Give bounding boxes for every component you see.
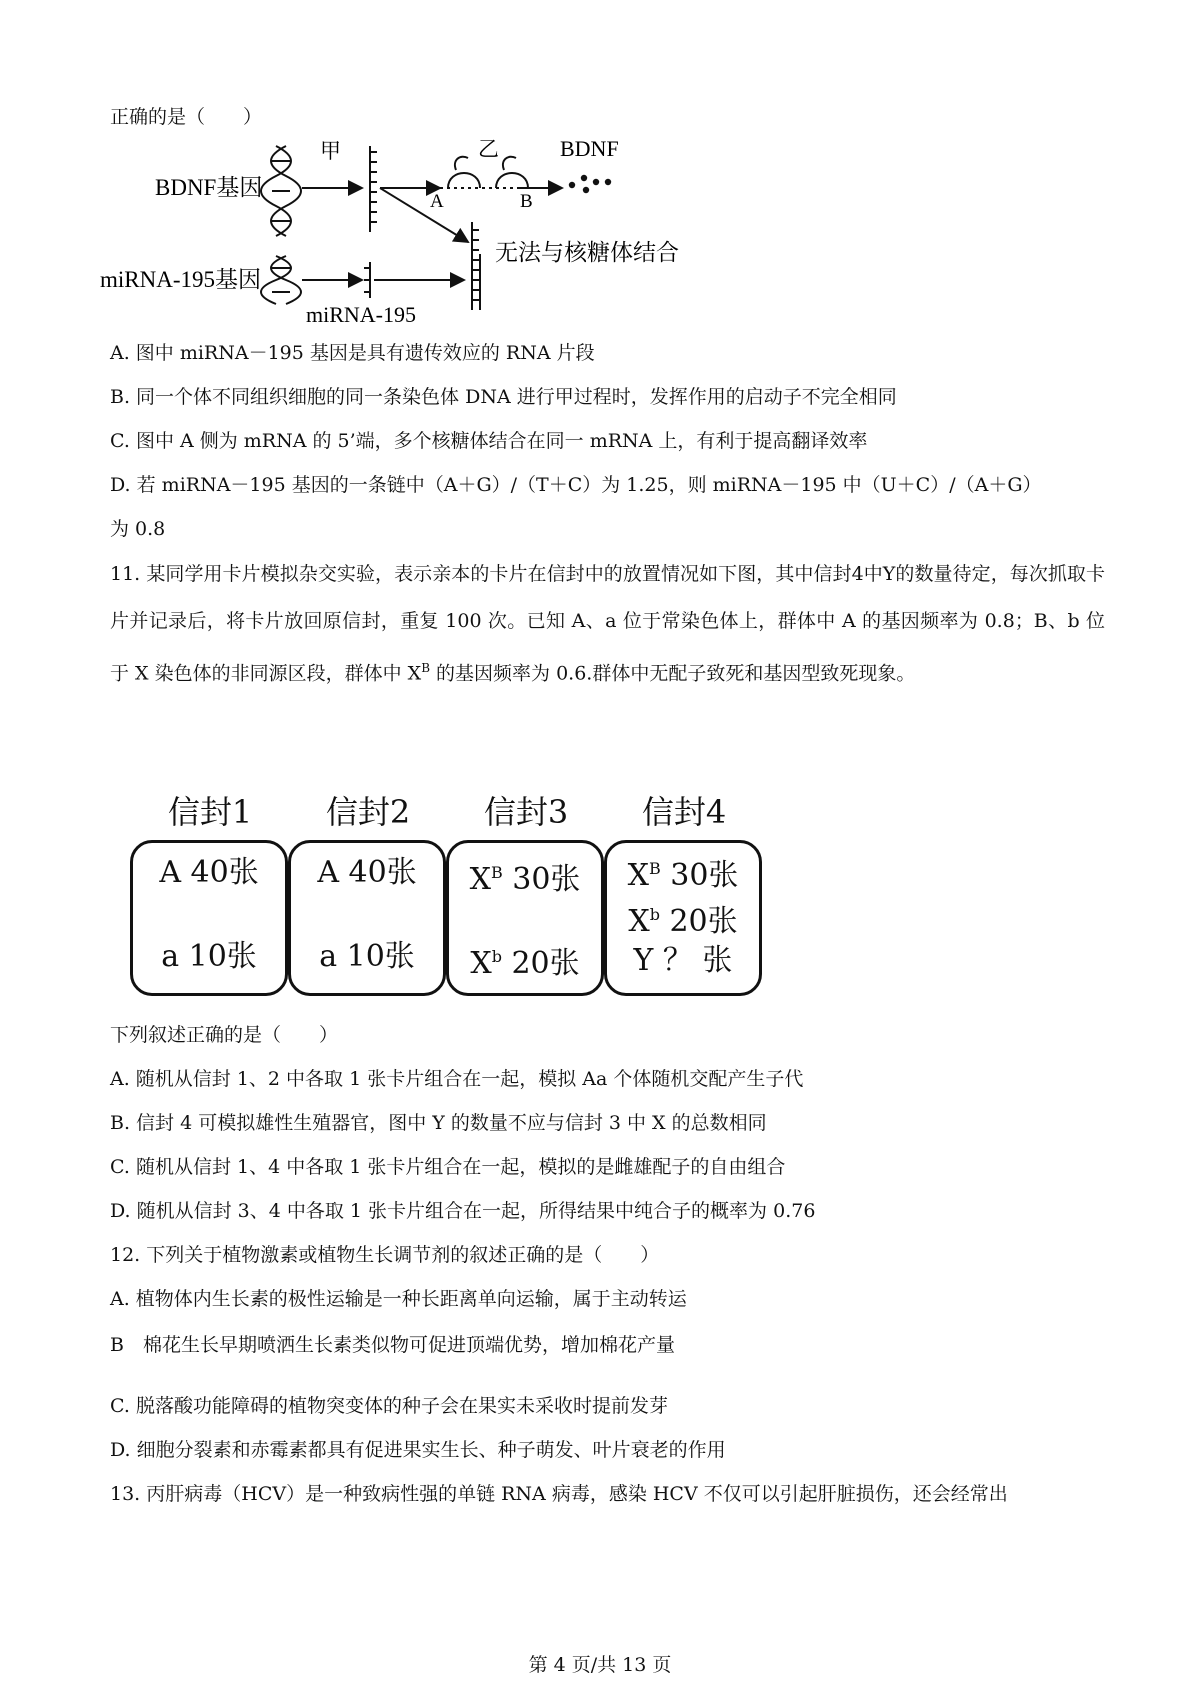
bdnf-protein-dots bbox=[569, 175, 611, 193]
mrna-mirna-complex bbox=[472, 222, 480, 310]
q11-option-d: D. 随机从信封 3、4 中各取 1 张卡片组合在一起，所得结果中纯合子的概率为 0.76 bbox=[110, 1200, 816, 1222]
envelope-2-title: 信封2 bbox=[325, 793, 411, 831]
q10-option-d: D. 若 miRNA－195 基因的一条链中（A＋G）/（T＋C）为 1.25，则 miRNA－195 中（U＋C）/（A＋G） bbox=[110, 474, 1042, 496]
card-a: A 40张 bbox=[159, 855, 259, 890]
envelope-2 bbox=[288, 792, 448, 974]
envelope-3 bbox=[446, 792, 606, 981]
envelope-4-title: 信封4 bbox=[641, 793, 727, 831]
card-xb-recessive: $X^b$ 20张 bbox=[628, 904, 738, 939]
mirna-label: miRNA-195 bbox=[306, 302, 416, 327]
q12-option-c: C. 脱落酸功能障碍的植物突变体的种子会在果实未采收时提前发芽 bbox=[110, 1395, 668, 1417]
bdnf-protein-label: BDNF bbox=[560, 138, 619, 161]
envelope-3-box bbox=[446, 840, 604, 996]
q11-stem: 11. 某同学用卡片模拟杂交实验，表示亲本的卡片在信封中的放置情况如下图，其中信封4中Y的数量待定，每次抓取卡片并记录后，将卡片放回原信封，重复 100 次。已知 A、a 位于常染色体上，群体中 A 的基因频率为 0.8；B、b 位于 X 染色体的非同源区段，群体中 $X^B$ 的基因频率为 0.6.群体中无配子致死和基因型致死现象。 bbox=[110, 563, 1105, 685]
gene-expression-diagram bbox=[100, 138, 740, 353]
card-a: A 40张 bbox=[317, 855, 417, 890]
card-xb-dominant: $X^B$ 30张 bbox=[627, 858, 739, 893]
envelope-4 bbox=[604, 792, 764, 978]
q10-option-a: A. 图中 miRNA－195 基因是具有遗传效应的 RNA 片段 bbox=[110, 342, 595, 364]
page-footer: 第 4 页/共 13 页 bbox=[528, 1654, 672, 1676]
envelope-figure bbox=[130, 792, 810, 992]
envelope-1-box bbox=[130, 840, 288, 996]
process-jia-label: 甲 bbox=[320, 139, 341, 163]
envelope-3-title: 信封3 bbox=[483, 793, 569, 831]
no-binding-label: 无法与核糖体结合 bbox=[495, 240, 679, 265]
envelope-4-box bbox=[604, 840, 762, 996]
process-yi-label: 乙 bbox=[478, 138, 499, 161]
bdnf-mrna bbox=[370, 146, 377, 232]
q13-stem: 13. 丙肝病毒（HCV）是一种致病性强的单链 RNA 病毒，感染 HCV 不仅可以引起肝脏损伤，还会经常出 bbox=[110, 1483, 1008, 1505]
card-a-lower: a 10张 bbox=[161, 939, 257, 974]
q10-stem-end: 正确的是（ ） bbox=[110, 106, 263, 128]
q12-stem: 12. 下列关于植物激素或植物生长调节剂的叙述正确的是（ ） bbox=[110, 1244, 660, 1266]
end-b-label: B bbox=[520, 191, 533, 212]
q10-option-d-cont: 为 0.8 bbox=[110, 518, 166, 540]
q11-question: 下列叙述正确的是（ ） bbox=[110, 1024, 339, 1046]
envelope-2-box bbox=[288, 840, 446, 996]
q12-option-b: B 棉花生长早期喷洒生长素类似物可促进顶端优势，增加棉花产量 bbox=[110, 1334, 675, 1356]
envelope-1-title: 信封1 bbox=[167, 793, 253, 831]
q12-option-a: A. 植物体内生长素的极性运输是一种长距离单向运输，属于主动转运 bbox=[110, 1288, 687, 1310]
card-xb-recessive: $X^b$ 20张 bbox=[470, 946, 580, 981]
q11-option-c: C. 随机从信封 1、4 中各取 1 张卡片组合在一起，模拟的是雌雄配子的自由组合 bbox=[110, 1156, 786, 1178]
q11-option-b: B. 信封 4 可模拟雄性生殖器官，图中 Y 的数量不应与信封 3 中 X 的总数相同 bbox=[110, 1112, 767, 1134]
end-a-label: A bbox=[430, 191, 444, 212]
card-xb-dominant: $X^B$ 30张 bbox=[469, 862, 581, 897]
envelope-1 bbox=[130, 792, 290, 974]
mirna-gene-label: miRNA-195基因 bbox=[100, 267, 261, 292]
q10-option-c: C. 图中 A 侧为 mRNA 的 5’端，多个核糖体结合在同一 mRNA 上，有利于提高翻译效率 bbox=[110, 430, 868, 452]
ribosome-icon bbox=[448, 157, 528, 188]
bdnf-gene-label: BDNF基因 bbox=[155, 175, 263, 200]
q11-option-a: A. 随机从信封 1、2 中各取 1 张卡片组合在一起，模拟 Aa 个体随机交配产生子代 bbox=[110, 1068, 804, 1090]
bdnf-dna-helix bbox=[261, 146, 301, 236]
binding-arrow bbox=[380, 188, 468, 242]
mirna-strand bbox=[364, 262, 370, 298]
mirna-dna-helix bbox=[261, 256, 301, 304]
card-y: Y ？ 张 bbox=[633, 943, 733, 978]
card-a-lower: a 10张 bbox=[319, 939, 415, 974]
q10-option-b: B. 同一个体不同组织细胞的同一条染色体 DNA 进行甲过程时，发挥作用的启动子不完全相同 bbox=[110, 386, 897, 408]
q12-option-d: D. 细胞分裂素和赤霉素都具有促进果实生长、种子萌发、叶片衰老的作用 bbox=[110, 1439, 726, 1461]
